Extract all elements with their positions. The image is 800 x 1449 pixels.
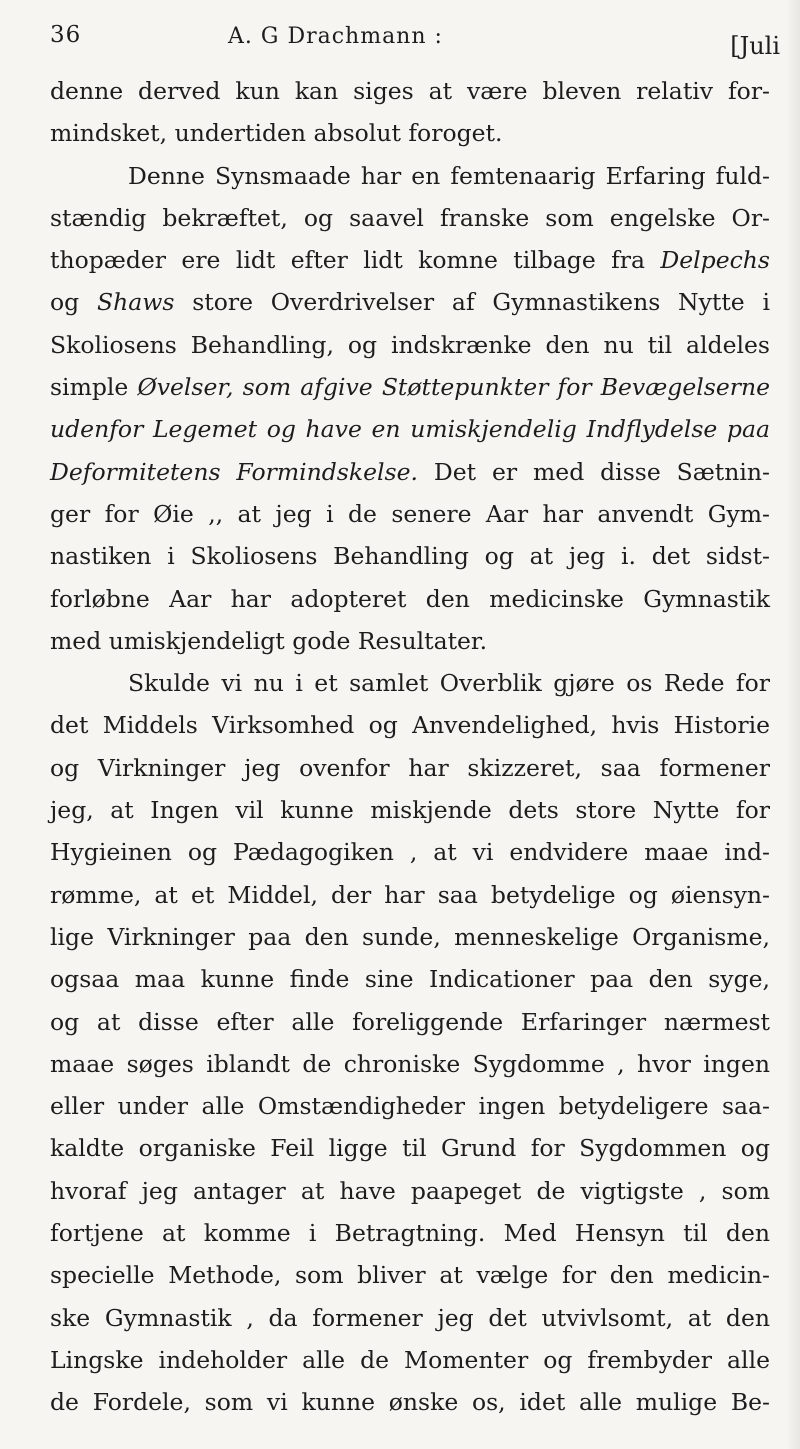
paragraph-3-cont [50, 874, 770, 916]
text-line: Hygieinen og Pædagogiken , at vi endvidere maae ind- [50, 838, 770, 867]
italic-phrase: , som afgive Støttepunkter for Bevægelserne [226, 373, 771, 402]
text-line: med umiskjendeligt gode Resultater. [50, 626, 488, 655]
paragraph-2-cont [50, 451, 770, 493]
page-edge-shadow [786, 0, 800, 1449]
text-line: de Fordele, som vi kunne ønske os, idet alle mulige Be- [50, 1388, 770, 1417]
italic-phrase: Øvelser [137, 373, 227, 402]
paragraph-2-cont [50, 239, 770, 281]
paragraph-2-end [50, 620, 770, 662]
paragraph-3-cont [50, 1297, 770, 1339]
paragraph-3-cont [50, 831, 770, 873]
paragraph-3-cont [50, 1127, 770, 1169]
text-line: denne derved kun kan siges at være bleven relativ for- [50, 77, 770, 105]
text-line: og Virkninger jeg ovenfor har skizzeret, saa formener [50, 753, 770, 782]
page-number: 36 [50, 22, 82, 48]
paragraph-3-cont [50, 1254, 770, 1296]
text-line: Lingske indeholder alle de Momenter og frembyder alle [50, 1345, 770, 1374]
text-line: jeg, at Ingen vil kunne miskjende dets store Nytte for [50, 796, 770, 825]
text-line-mixed: Deformitetens Formindskelse. Det er med disse Sætnin- [50, 457, 770, 486]
text-line: ogsaa maa kunne finde sine Indicationer paa den syge, [50, 965, 770, 994]
paragraph-2-cont [50, 197, 770, 239]
paragraph-1 [50, 70, 770, 112]
paragraph-2-cont [50, 578, 770, 620]
text-line-mixed: og Shaws store Overdrivelser af Gymnastikens Nytte i [50, 288, 770, 317]
paragraph-3-cont [50, 916, 770, 958]
text-line: eller under alle Omstændigheder ingen betydeligere saa- [50, 1092, 770, 1121]
paragraph-3-cont [50, 789, 770, 831]
text-line: lige Virkninger paa den sunde, menneskelige Organisme, [50, 922, 770, 951]
paragraph-3-cont [50, 1170, 770, 1212]
paragraph-1-end [50, 112, 770, 154]
running-month: [Juli [730, 32, 780, 60]
italic-phrase: Deformitetens Formindskelse. [50, 457, 418, 486]
text-line: Skoliosens Behandling, og indskrænke den nu til aldeles [50, 330, 770, 359]
paragraph-3-cont [50, 1043, 770, 1085]
paragraph-3-cont [50, 747, 770, 789]
text-line-mixed: thopæder ere lidt efter lidt komne tilbage fra Delpechs [50, 246, 770, 275]
text-line: nastiken i Skoliosens Behandling og at jeg i. det sidst- [50, 542, 770, 571]
text-line: hvoraf jeg antager at have paapeget de vigtigste , som [50, 1176, 770, 1205]
text-line: Denne Synsmaade har en femtenaarig Erfaring fuld- [128, 161, 770, 190]
text-line: Skulde vi nu i et samlet Overblik gjøre os Rede for [128, 669, 770, 698]
running-title: A. G Drachmann : [228, 24, 443, 49]
text-line: mindsket, undertiden absolut foroget. [50, 119, 503, 148]
paragraph-3-cont [50, 1001, 770, 1043]
italic-line: udenfor Legemet og have en umiskjendelig Indflydelse paa [50, 415, 770, 444]
text-line: forløbne Aar har adopteret den medicinske Gymnastik [50, 584, 770, 613]
paragraph-3 [50, 662, 770, 704]
paragraph-2-cont [50, 281, 770, 323]
italic-name: Shaws [96, 288, 175, 317]
running-header [50, 18, 780, 58]
text-line: ger for Øie ,, at jeg i de senere Aar har anvendt Gym- [50, 499, 770, 528]
text-line: specielle Methode, som bliver at vælge for den medicin- [50, 1261, 770, 1290]
italic-name: Delpechs [660, 246, 770, 275]
paragraph-2-cont [50, 535, 770, 577]
body-text [50, 70, 770, 1424]
text-line: kaldte organiske Feil ligge til Grund for Sygdommen og [50, 1134, 770, 1163]
paragraph-2-cont [50, 408, 770, 450]
text-line: ske Gymnastik , da formener jeg det utvivlsomt, at den [50, 1303, 770, 1332]
paragraph-3-cont [50, 1339, 770, 1381]
text-line: stændig bekræftet, og saavel franske som engelske Or- [50, 203, 770, 232]
paragraph-2 [50, 155, 770, 197]
paragraph-2-cont [50, 366, 770, 408]
text-line-mixed: simple Øvelser, som afgive Støttepunkter for Bevægelserne [50, 373, 771, 402]
paragraph-2-cont [50, 324, 770, 366]
paragraph-3-cont [50, 1212, 770, 1254]
text-line: det Middels Virksomhed og Anvendelighed, hvis Historie [50, 711, 770, 740]
text-line: og at disse efter alle foreliggende Erfaringer nærmest [50, 1007, 770, 1036]
paragraph-3-cont [50, 1085, 770, 1127]
text-line: maae søges iblandt de chroniske Sygdomme , hvor ingen [50, 1049, 770, 1078]
paragraph-2-cont [50, 493, 770, 535]
text-line: fortjene at komme i Betragtning. Med Hensyn til den [50, 1219, 770, 1248]
paragraph-3-cont [50, 704, 770, 746]
paragraph-3-cont [50, 1381, 770, 1423]
paragraph-3-cont [50, 958, 770, 1000]
text-line: rømme, at et Middel, der har saa betydelige og øiensyn- [50, 880, 770, 909]
